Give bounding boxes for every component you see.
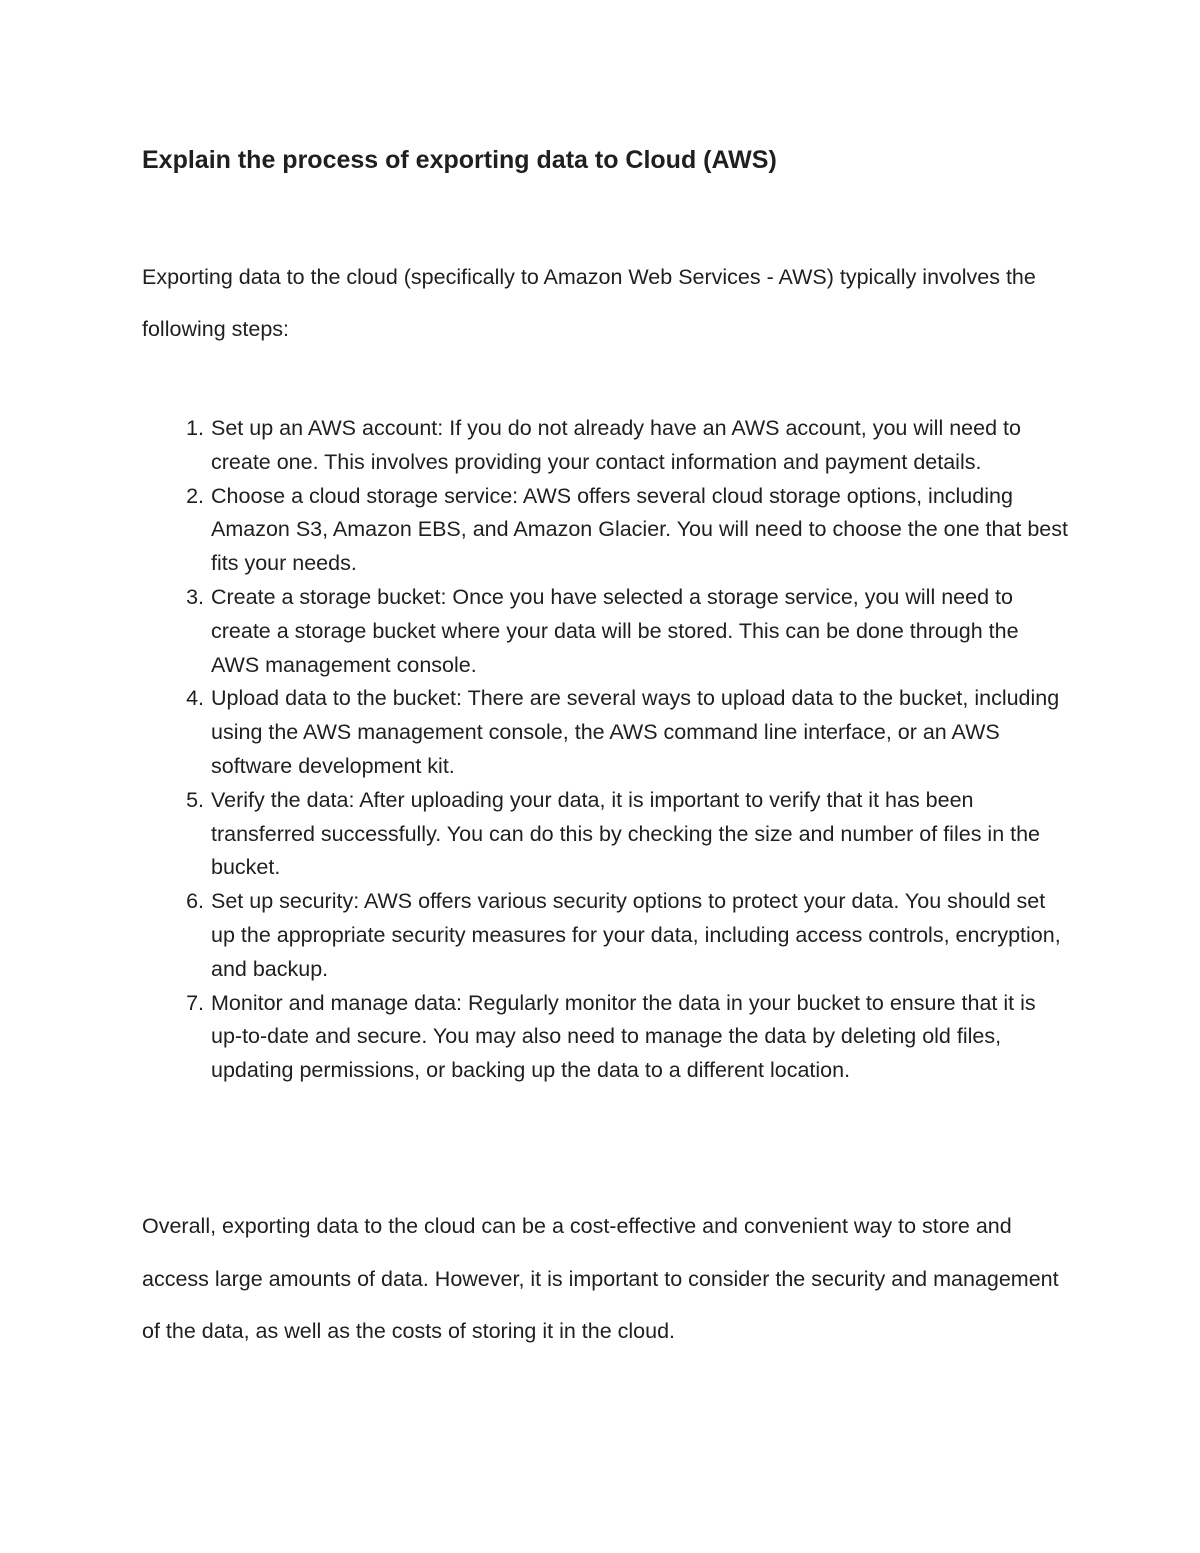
list-item: [186, 987, 1071, 1088]
list-item-text: Monitor and manage data: Regularly monitor the data in your bucket to ensure that it is up-to-date and secure. You may also need to manage the data by deleting old files, updating permissions, or backing up the data to a different location.: [211, 990, 1036, 1083]
list-item-text: Set up an AWS account: If you do not already have an AWS account, you will need to create one. This involves providing your contact information and payment details.: [211, 416, 1021, 474]
list-item-number: 5.: [186, 787, 204, 812]
list-item-number: 4.: [186, 686, 204, 711]
conclusion-paragraph: Overall, exporting data to the cloud can be a cost-effective and convenient way to store and access large amounts of data. However, it is important to consider the security and management of the data, as well as the costs of storing it in the cloud.: [142, 1214, 1059, 1343]
list-item-number: 1.: [186, 416, 204, 440]
list-item-number: 3.: [186, 584, 204, 609]
intro-paragraph: Exporting data to the cloud (specifically to Amazon Web Services - AWS) typically involves the following steps:: [142, 265, 1036, 341]
list-item: [186, 581, 1071, 682]
list-item-number: 6.: [186, 889, 204, 914]
list-item: [186, 784, 1071, 885]
list-item-number: 2.: [186, 483, 204, 508]
document-title: Explain the process of exporting data to Cloud (AWS): [142, 146, 777, 174]
list-item-text: Verify the data: After uploading your data, it is important to verify that it has been transferred successfully. You can do this by checking the size and number of files in the bucket.: [211, 787, 1041, 880]
list-item: [186, 480, 1071, 581]
list-item-text: Set up security: AWS offers various security options to protect your data. You should set up the appropriate security measures for your data, including access controls, encryption, and backup.: [211, 889, 1061, 981]
list-item: [186, 412, 1071, 480]
list-item-text: Choose a cloud storage service: AWS offers several cloud storage options, including Amazon S3, Amazon EBS, and Amazon Glacier. You will need to choose the one that best fits your needs.: [211, 483, 1068, 576]
list-item-text: Create a storage bucket: Once you have selected a storage service, you will need to create a storage bucket where your data will be stored. This can be done through the AWS management console.: [211, 584, 1019, 677]
list-item-number: 7.: [186, 990, 204, 1015]
list-item-text: Upload data to the bucket: There are several ways to upload data to the bucket, including using the AWS management console, the AWS command line interface, or an AWS software development kit.: [211, 686, 1060, 778]
steps-list: [186, 412, 1071, 1088]
list-item: [186, 885, 1071, 986]
list-item: [186, 682, 1071, 783]
